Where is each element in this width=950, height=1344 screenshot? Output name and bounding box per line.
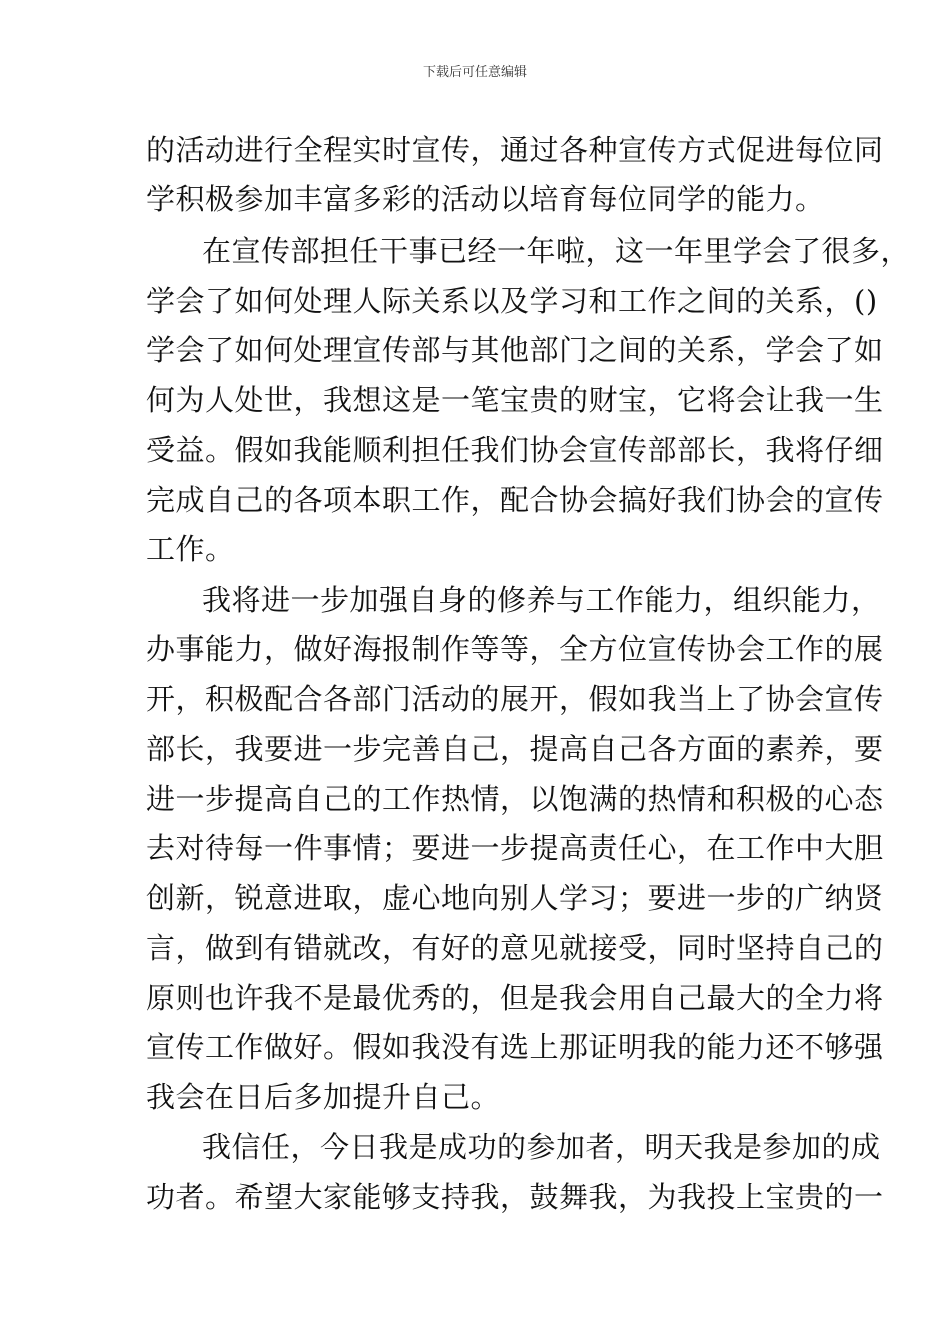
text-line: 功者。希望大家能够支持我，鼓舞我，为我投上宝贵的一 [146, 1180, 884, 1214]
text-line: 进一步提高自己的工作热情，以饱满的热情和积极的心态 [146, 782, 884, 816]
text-line: 开，积极配合各部门活动的展开，假如我当上了协会宣传 [146, 682, 884, 716]
page-header: 下载后可任意编辑 [422, 65, 527, 80]
text-line: 我将进一步加强自身的修养与工作能力，组织能力， [202, 583, 881, 617]
text-line: 工作。 [146, 532, 235, 566]
text-line: 何为人处世，我想这是一笔宝贵的财宝，它将会让我一生 [146, 383, 884, 417]
text-line: 办事能力，做好海报制作等等，全方位宣传协会工作的展 [146, 632, 884, 666]
text-line: 部长，我要进一步完善自己，提高自己各方面的素养，要 [146, 732, 884, 766]
text-line: 言，做到有错就改，有好的意见就接受，同时坚持自己的 [146, 931, 884, 965]
text-line: 学会了如何处理人际关系以及学习和工作之间的关系，() [146, 284, 878, 318]
text-line: 在宣传部担任干事已经一年啦，这一年里学会了很多， [202, 234, 911, 268]
text-line: 宣传工作做好。假如我没有选上那证明我的能力还不够强 [146, 1030, 884, 1064]
text-line: 去对待每一件事情；要进一步提高责任心，在工作中大胆 [146, 831, 884, 865]
text-line: 我会在日后多加提升自己。 [146, 1080, 501, 1114]
text-line: 的活动进行全程实时宣传，通过各种宣传方式促进每位同 [146, 133, 884, 167]
text-line: 我信任，今日我是成功的参加者，明天我是参加的成 [202, 1130, 881, 1164]
text-line: 完成自己的各项本职工作，配合协会搞好我们协会的宣传 [146, 483, 884, 517]
text-line: 原则也许我不是最优秀的，但是我会用自己最大的全力将 [146, 981, 884, 1015]
text-line: 学积极参加丰富多彩的活动以培育每位同学的能力。 [146, 182, 825, 216]
text-line: 受益。假如我能顺利担任我们协会宣传部部长，我将仔细 [146, 433, 884, 467]
text-line: 创新，锐意进取，虚心地向别人学习；要进一步的广纳贤 [146, 881, 884, 915]
text-line: 学会了如何处理宣传部与其他部门之间的关系，学会了如 [146, 333, 884, 367]
